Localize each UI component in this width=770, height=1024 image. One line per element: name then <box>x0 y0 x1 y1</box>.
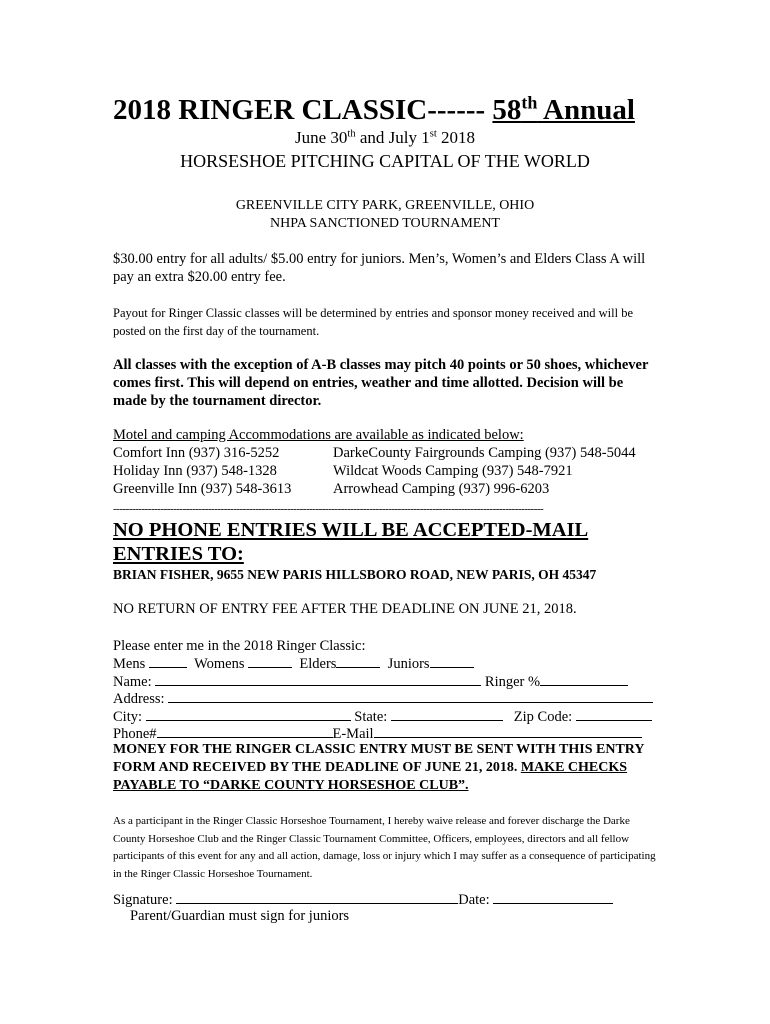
date-label: Date: <box>458 892 490 908</box>
city-label: City: <box>113 709 143 725</box>
motel-item: Comfort Inn (937) 316-5252 <box>113 445 280 461</box>
state-field[interactable] <box>391 707 503 721</box>
camping-item: DarkeCounty Fairgrounds Camping (937) 548-5044 <box>333 445 636 461</box>
dates-part-b: and July 1 <box>355 128 430 147</box>
ringer-field[interactable] <box>540 672 628 686</box>
entry-fees: $30.00 entry for all adults/ $5.00 entry for juniors. Men’s, Women’s and Elders Class A will pay an extra $20.00 entry fee. <box>113 251 646 285</box>
motel-item: Greenville Inn (937) 548-3613 <box>113 481 292 497</box>
email-label: E-Mail <box>332 726 374 742</box>
form-intro: Please enter me in the 2018 Ringer Classic: <box>113 638 366 654</box>
capital-subtitle: HORSESHOE PITCHING CAPITAL OF THE WORLD <box>180 151 590 171</box>
guardian-note: Parent/Guardian must sign for juniors <box>130 908 350 924</box>
title-main: 2018 RINGER CLASSIC------ <box>113 94 486 126</box>
document-title <box>113 94 635 127</box>
phone-label: Phone# <box>113 726 157 742</box>
state-label: State: <box>354 709 388 725</box>
address-field[interactable] <box>168 689 653 703</box>
venue-location: GREENVILLE CITY PARK, GREENVILLE, OHIO <box>235 198 535 213</box>
zip-label: Zip Code: <box>513 709 573 725</box>
payment-deadline: MONEY FOR THE RINGER CLASSIC ENTRY MUST BE SENT WITH THIS ENTRY FORM AND RECEIVED BY THE DEADLINE OF JUNE 21, 2018. <box>113 742 645 775</box>
dates-part-c: 2018 <box>436 128 476 147</box>
mens-field[interactable] <box>149 654 187 668</box>
no-return-note: NO RETURN OF ENTRY FEE AFTER THE DEADLINE ON JUNE 21, 2018. <box>113 601 577 617</box>
address-row <box>113 689 653 708</box>
signature-field[interactable] <box>176 890 458 904</box>
mens-label: Mens <box>113 656 146 672</box>
payout-note: Payout for Ringer Classic classes will be determined by entries and sponsor money received and will be posted on the first day of the tournament. <box>113 306 634 338</box>
mailing-address: BRIAN FISHER, 9655 NEW PARIS HILLSBORO ROAD, NEW PARIS, OH 45347 <box>113 567 597 582</box>
address-label: Address: <box>113 691 165 707</box>
dates-part-a: June 30 <box>294 128 348 147</box>
camping-item: Wildcat Woods Camping (937) 548-7921 <box>333 463 573 479</box>
juniors-label: Juniors <box>387 656 430 672</box>
dashed-divider: ---------------------------------------------------------------------------------------------------------------------------------------- <box>113 503 544 515</box>
name-field[interactable] <box>155 672 481 686</box>
motel-item: Holiday Inn (937) 548-1328 <box>113 463 277 479</box>
email-field[interactable] <box>374 724 642 738</box>
accommodations-heading: Motel and camping Accommodations are available as indicated below: <box>113 427 524 443</box>
elders-field[interactable] <box>336 654 380 668</box>
ringer-label: Ringer % <box>484 674 541 690</box>
phone-field[interactable] <box>157 724 333 738</box>
womens-field[interactable] <box>248 654 292 668</box>
elders-label: Elders <box>299 656 337 672</box>
dates-sup-a: th <box>347 128 356 140</box>
city-field[interactable] <box>146 707 351 721</box>
dates-sup-b: st <box>429 128 437 140</box>
annual-word: Annual <box>537 94 635 126</box>
date-field[interactable] <box>493 890 613 904</box>
sanction-note: NHPA SANCTIONED TOURNAMENT <box>270 216 500 231</box>
zip-field[interactable] <box>576 707 652 721</box>
classes-note: All classes with the exception of A-B classes may pitch 40 points or 50 shoes, whichever comes first. This will depend on entries, weather and time allotted. Decision will be made by the tournament director. <box>113 357 649 409</box>
signature-label: Signature: <box>113 892 173 908</box>
annual-suffix: th <box>521 92 538 113</box>
name-label: Name: <box>113 674 152 690</box>
camping-item: Arrowhead Camping (937) 996-6203 <box>333 481 550 497</box>
annual-number: 58 <box>492 94 522 126</box>
womens-label: Womens <box>194 656 245 672</box>
liability-waiver: As a participant in the Ringer Classic Horseshoe Tournament, I hereby waive release and forever discharge the Darke County Horseshoe Club and the Ringer Classic Tournament Committee, Officers, employees, directors and all fellow participants of this event for any and all action, damage, loss or injury which I may suffer as a consequence of participating in the Ringer Classic Horseshoe Tournament. <box>113 815 656 880</box>
juniors-field[interactable] <box>430 654 474 668</box>
checks-payable: MAKE CHECKS PAYABLE TO “DARKE COUNTY HORSESHOE CLUB”. <box>113 760 628 793</box>
event-dates <box>0 128 770 148</box>
payment-notice <box>113 741 658 795</box>
no-phone-heading: NO PHONE ENTRIES WILL BE ACCEPTED-MAIL ENTRIES TO: <box>113 519 589 565</box>
title-annual <box>492 94 635 126</box>
class-selection-row <box>113 654 474 673</box>
